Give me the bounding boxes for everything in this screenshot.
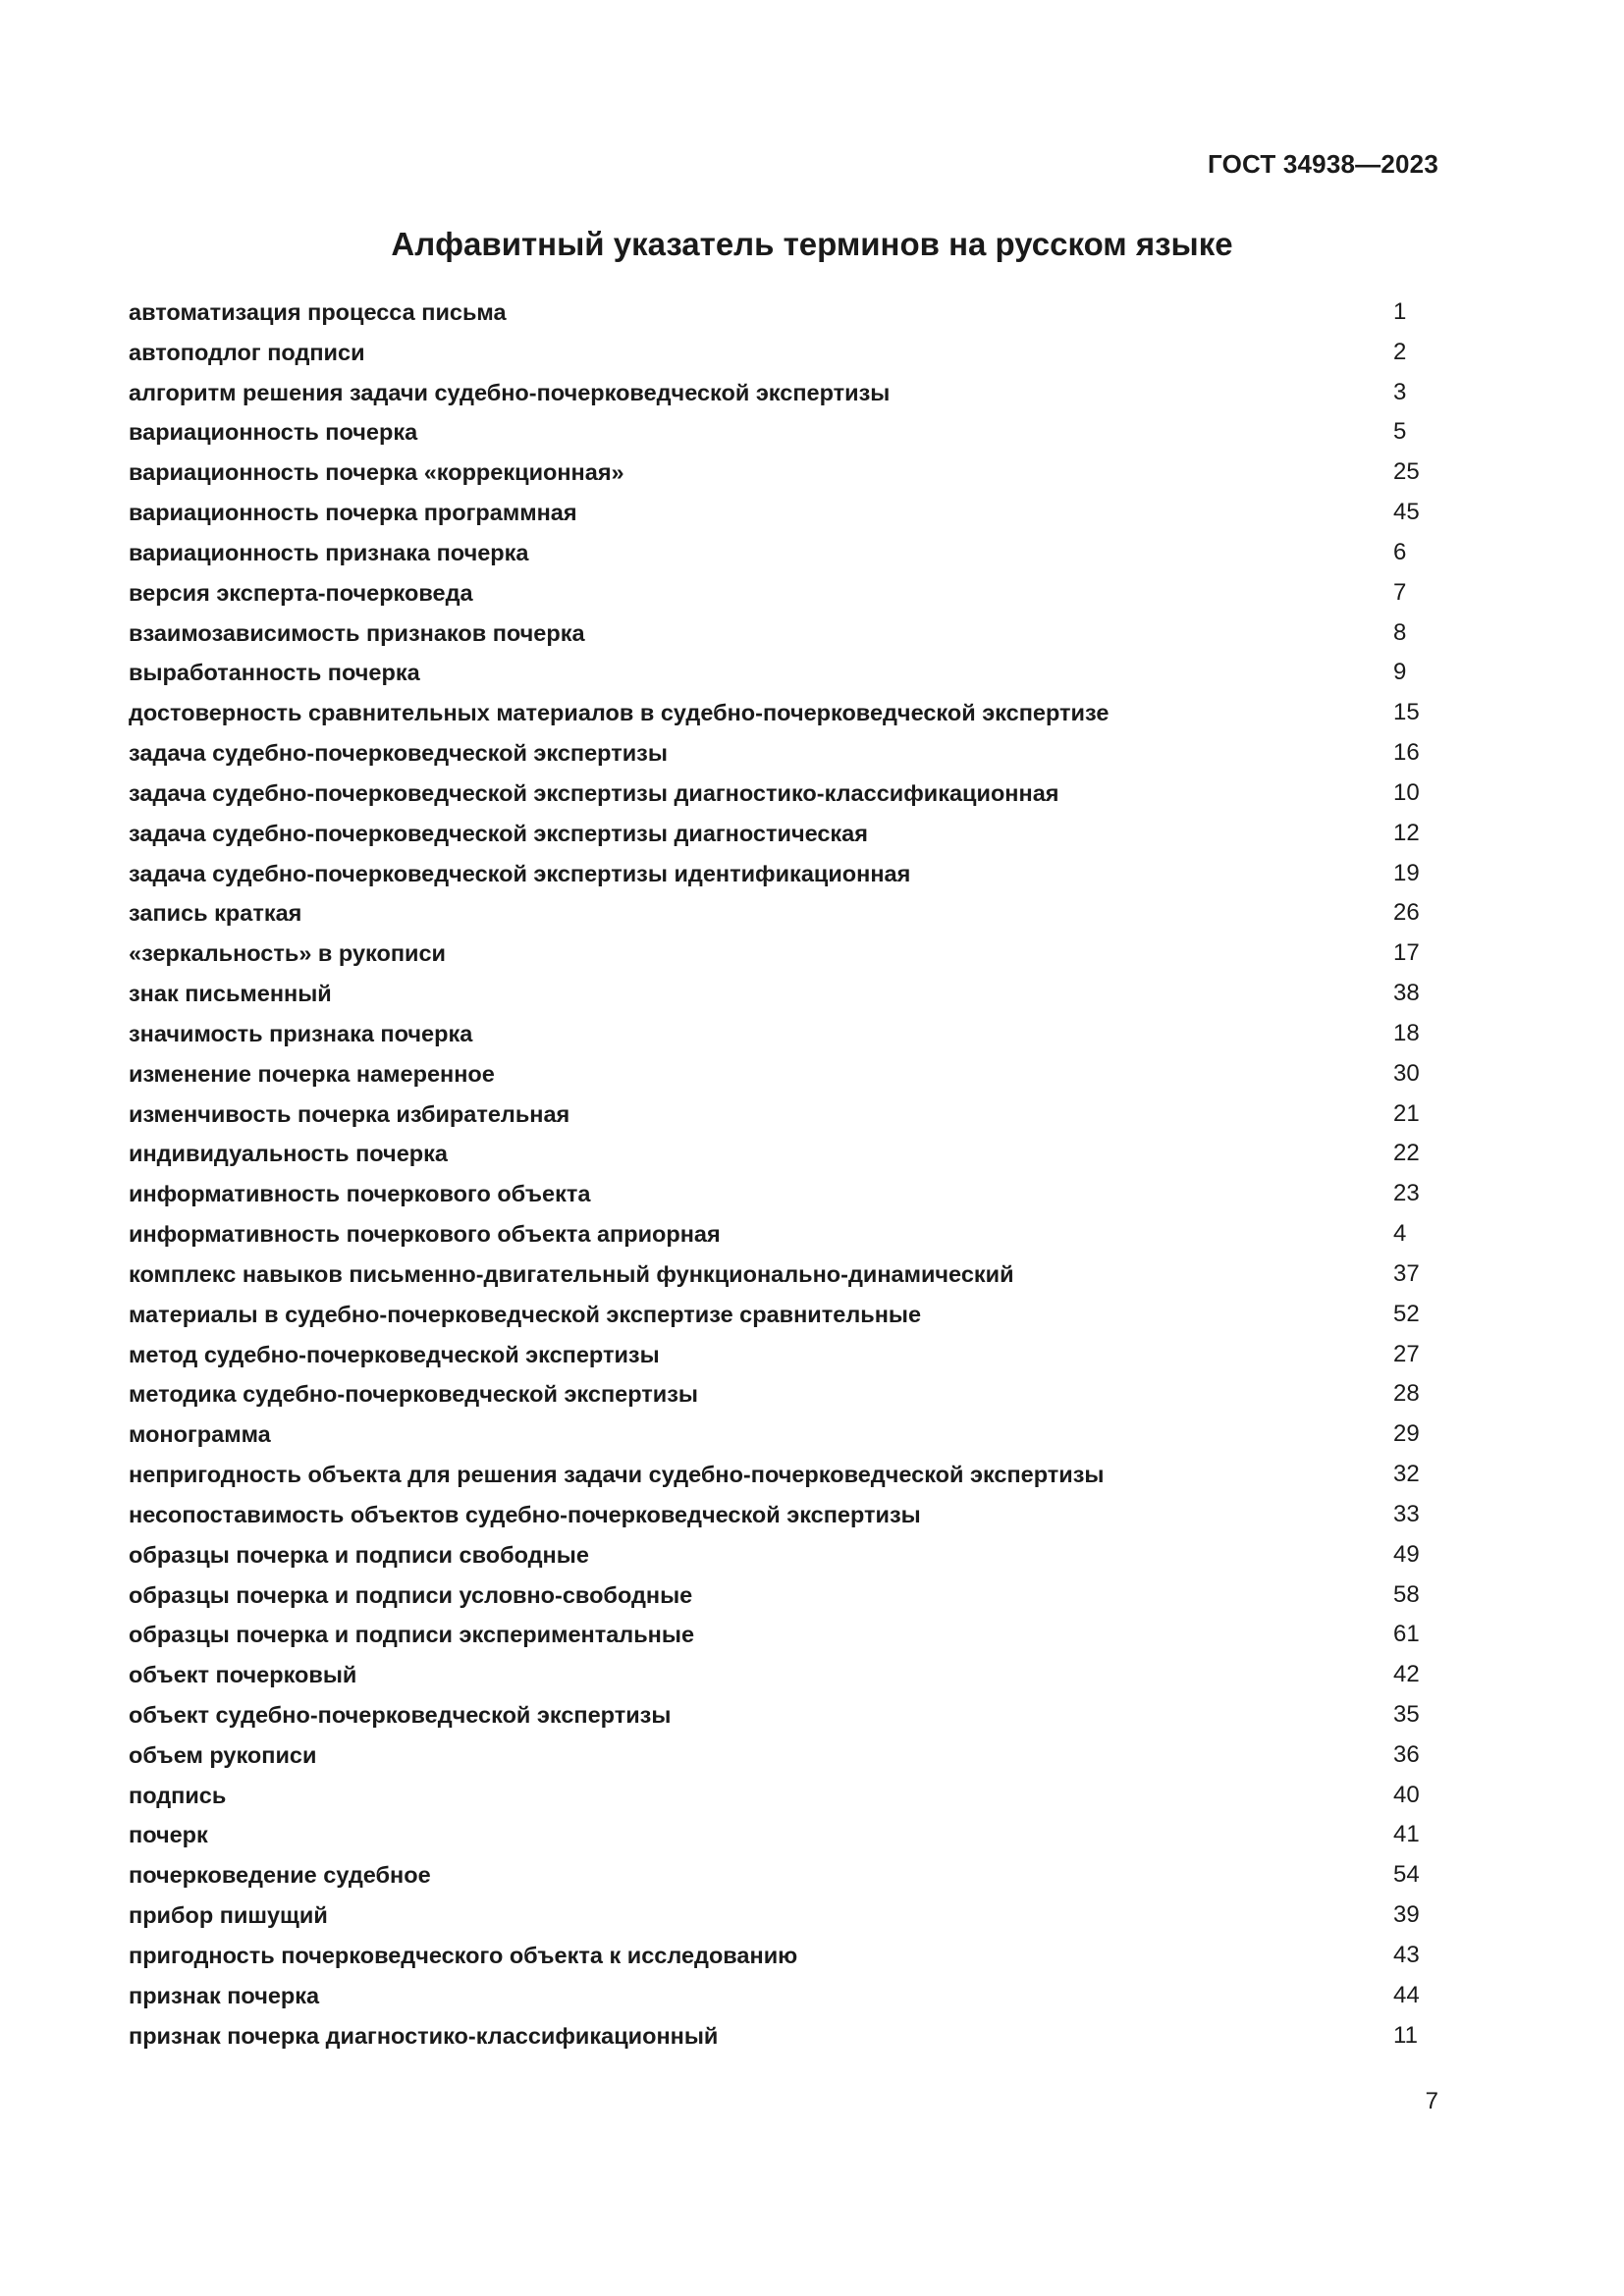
index-term: «зеркальность» в рукописи [129, 940, 446, 967]
index-entry [129, 1735, 1425, 1776]
index-entry [129, 1335, 1425, 1375]
index-entry [129, 974, 1425, 1014]
page-title: Алфавитный указатель терминов на русском языке [391, 226, 1233, 262]
index-term-number: 10 [1393, 778, 1420, 806]
index-term-number: 32 [1393, 1461, 1420, 1488]
index-entry [129, 1695, 1425, 1735]
index-term-number: 40 [1393, 1781, 1420, 1808]
index-term-number: 9 [1393, 659, 1407, 686]
index-entry [129, 1495, 1425, 1535]
index-term: запись краткая [129, 900, 302, 927]
index-term: почерковедение судебное [129, 1862, 431, 1889]
index-entry [129, 1575, 1425, 1616]
index-entry [129, 693, 1425, 733]
index-term-number: 28 [1393, 1380, 1420, 1408]
index-term: алгоритм решения задачи судебно-почерковедческой экспертизы [129, 379, 891, 405]
index-entry [129, 1896, 1425, 1936]
index-term: изменчивость почерка избирательная [129, 1100, 570, 1127]
index-entry [129, 1415, 1425, 1455]
index-term-number: 6 [1393, 538, 1407, 565]
index-term: метод судебно-почерковедческой экспертизы [129, 1341, 660, 1367]
index-term: взаимозависимость признаков почерка [129, 619, 585, 646]
index-entry [129, 893, 1425, 934]
index-term: объем рукописи [129, 1741, 317, 1768]
index-term: прибор пишущий [129, 1902, 328, 1929]
index-term: материалы в судебно-почерковедческой экспертизе сравнительные [129, 1301, 922, 1327]
index-entry [129, 653, 1425, 693]
index-entry [129, 814, 1425, 854]
index-entry [129, 1936, 1425, 1976]
index-term: почерк [129, 1822, 208, 1848]
document-code: ГОСТ 34938—2023 [1208, 149, 1438, 179]
index-term: объект судебно-почерковедческой экспертизы [129, 1701, 672, 1728]
index-term: методика судебно-почерковедческой экспертизы [129, 1381, 698, 1408]
index-entry [129, 1174, 1425, 1214]
index-entry [129, 412, 1425, 453]
index-term: задача судебно-почерковедческой экспертизы диагностико-классификационная [129, 779, 1059, 806]
index-term: достоверность сравнительных материалов в судебно-почерковедческой экспертизе [129, 700, 1110, 726]
index-entry [129, 1855, 1425, 1896]
index-term-number: 7 [1393, 578, 1407, 606]
index-term-number: 44 [1393, 1981, 1420, 2008]
index-term-number: 42 [1393, 1661, 1420, 1688]
index-term-number: 22 [1393, 1140, 1420, 1167]
index-entry [129, 774, 1425, 814]
index-term-number: 45 [1393, 499, 1420, 526]
index-term: пригодность почерковедческого объекта к исследованию [129, 1942, 798, 1968]
index-term-number: 4 [1393, 1220, 1407, 1248]
index-term-number: 23 [1393, 1180, 1420, 1207]
index-term: комплекс навыков письменно-двигательный функционально-динамический [129, 1260, 1014, 1287]
index-term-number: 15 [1393, 699, 1420, 726]
term-index-list [129, 293, 1425, 2056]
index-entry [129, 333, 1425, 373]
index-term-number: 18 [1393, 1019, 1420, 1046]
index-term-number: 30 [1393, 1059, 1420, 1087]
index-term: монограмма [129, 1421, 271, 1448]
index-entry [129, 934, 1425, 974]
index-entry [129, 1615, 1425, 1655]
index-term: несопоставимость объектов судебно-почерковедческой экспертизы [129, 1501, 921, 1527]
index-entry [129, 533, 1425, 573]
index-term-number: 33 [1393, 1500, 1420, 1527]
index-term-number: 12 [1393, 819, 1420, 846]
index-term: образцы почерка и подписи условно-свободные [129, 1581, 693, 1608]
index-term: информативность почеркового объекта априорная [129, 1221, 721, 1248]
index-term: задача судебно-почерковедческой экспертизы [129, 740, 668, 767]
index-term-number: 17 [1393, 939, 1420, 967]
index-term-number: 16 [1393, 739, 1420, 767]
index-entry [129, 293, 1425, 333]
index-term-number: 29 [1393, 1420, 1420, 1448]
index-entry [129, 1134, 1425, 1174]
index-entry [129, 854, 1425, 894]
index-term: знак письменный [129, 981, 332, 1007]
index-term-number: 1 [1393, 298, 1407, 325]
index-term-number: 11 [1393, 2021, 1418, 2049]
index-entry [129, 1535, 1425, 1575]
index-term: автоподлог подписи [129, 339, 365, 365]
index-term-number: 61 [1393, 1621, 1420, 1648]
index-term: индивидуальность почерка [129, 1141, 448, 1167]
index-entry [129, 573, 1425, 614]
index-term: версия эксперта-почерковеда [129, 579, 473, 606]
index-term-number: 38 [1393, 980, 1420, 1007]
index-term: вариационность почерка программная [129, 500, 577, 526]
index-term: вариационность почерка [129, 419, 418, 446]
index-term-number: 2 [1393, 338, 1407, 365]
index-term: вариационность признака почерка [129, 539, 529, 565]
index-entry [129, 1776, 1425, 1816]
index-entry [129, 1976, 1425, 2016]
index-term-number: 21 [1393, 1099, 1420, 1127]
index-entry [129, 1815, 1425, 1855]
index-term-number: 3 [1393, 378, 1407, 405]
index-entry [129, 1095, 1425, 1135]
index-term-number: 36 [1393, 1740, 1420, 1768]
index-term-number: 19 [1393, 859, 1420, 886]
index-term-number: 52 [1393, 1300, 1420, 1327]
index-term-number: 58 [1393, 1580, 1420, 1608]
index-entry [129, 1014, 1425, 1054]
index-term-number: 5 [1393, 418, 1407, 446]
index-entry [129, 1214, 1425, 1255]
index-term: задача судебно-почерковедческой экспертизы диагностическая [129, 820, 868, 846]
index-entry [129, 1455, 1425, 1495]
index-term-number: 49 [1393, 1540, 1420, 1568]
index-entry [129, 1255, 1425, 1295]
index-entry [129, 614, 1425, 654]
index-entry [129, 1374, 1425, 1415]
index-term: образцы почерка и подписи свободные [129, 1541, 589, 1568]
index-term-number: 37 [1393, 1259, 1420, 1287]
index-term: вариационность почерка «коррекционная» [129, 459, 624, 486]
index-term-number: 8 [1393, 618, 1407, 646]
index-term-number: 39 [1393, 1901, 1420, 1929]
index-term: значимость признака почерка [129, 1020, 473, 1046]
index-term-number: 25 [1393, 458, 1420, 486]
index-term: объект почерковый [129, 1662, 357, 1688]
index-term: образцы почерка и подписи экспериментальные [129, 1622, 695, 1648]
index-term: признак почерка [129, 1982, 320, 2008]
index-term: задача судебно-почерковедческой экспертизы идентификационная [129, 860, 911, 886]
index-term-number: 27 [1393, 1340, 1420, 1367]
index-term-number: 26 [1393, 899, 1420, 927]
index-entry [129, 1655, 1425, 1695]
index-term: подпись [129, 1782, 227, 1808]
index-term: непригодность объекта для решения задачи судебно-почерковедческой экспертизы [129, 1462, 1105, 1488]
page-number: 7 [1425, 2088, 1438, 2114]
index-term-number: 41 [1393, 1821, 1420, 1848]
index-term: признак почерка диагностико-классификационный [129, 2022, 719, 2049]
index-entry [129, 2016, 1425, 2056]
index-entry [129, 1295, 1425, 1335]
index-term: выработанность почерка [129, 660, 420, 686]
index-entry [129, 1054, 1425, 1095]
index-term: информативность почеркового объекта [129, 1181, 591, 1207]
index-entry [129, 493, 1425, 533]
index-term-number: 54 [1393, 1861, 1420, 1889]
index-term: автоматизация процесса письма [129, 299, 507, 325]
index-term-number: 43 [1393, 1941, 1420, 1968]
index-entry [129, 373, 1425, 413]
index-term-number: 35 [1393, 1700, 1420, 1728]
index-term: изменение почерка намеренное [129, 1060, 495, 1087]
index-entry [129, 453, 1425, 493]
index-entry [129, 733, 1425, 774]
